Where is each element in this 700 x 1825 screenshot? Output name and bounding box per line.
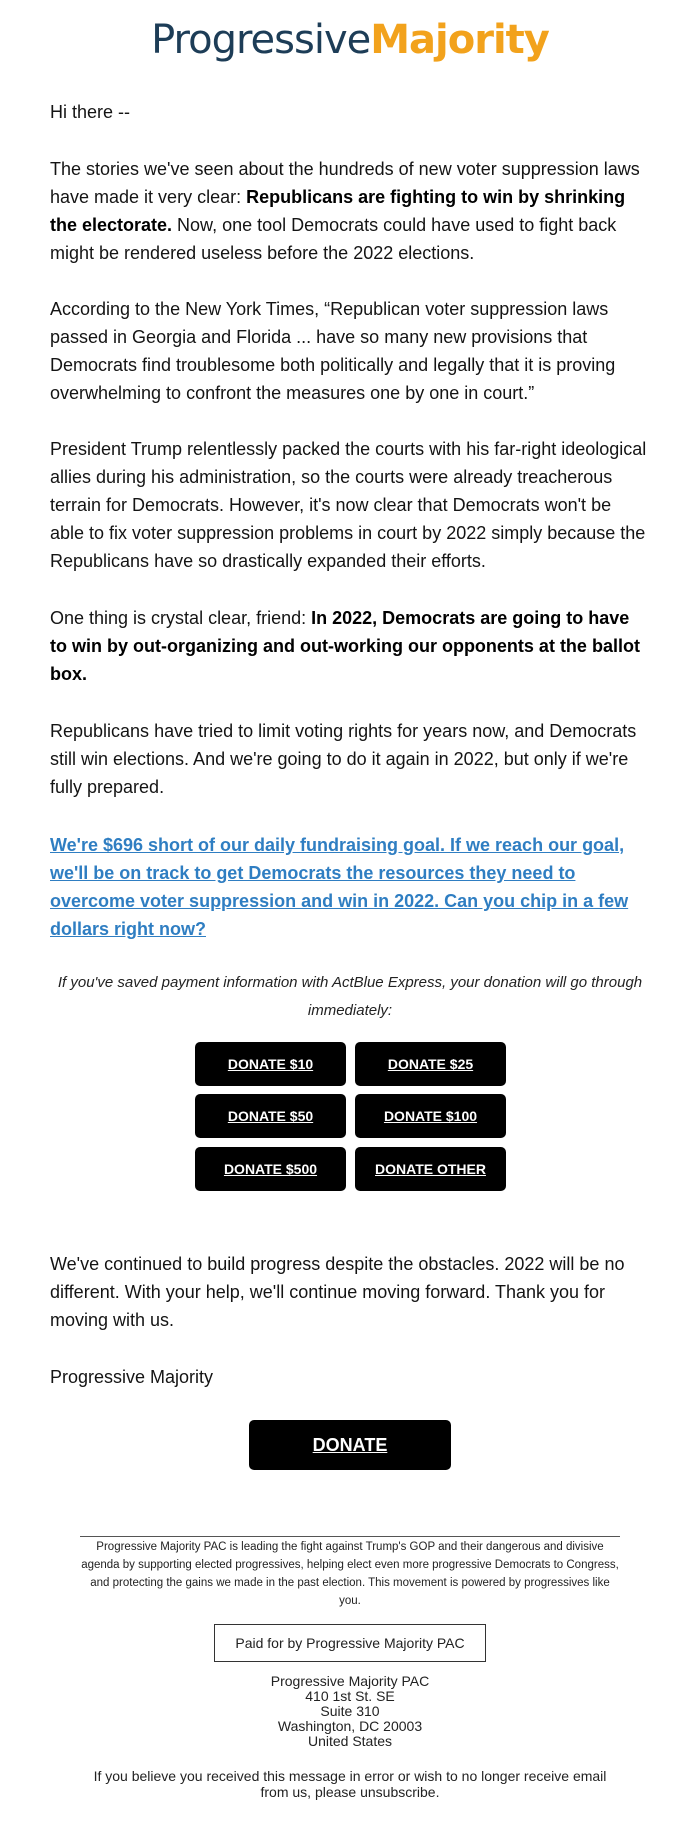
p1-text-start: The stories we've seen about the hundreds of new voter suppression laws have made it very clear: (50, 159, 640, 207)
address-line-country: United States (307, 1733, 393, 1749)
paragraph-4 (50, 604, 650, 688)
paragraph-2 (50, 295, 650, 407)
p1-text-end: Now, one tool Democrats could have used to fight back might be rendered useless before the 2022 elections. (50, 215, 617, 263)
paid-for-disclaimer: Paid for by Progressive Majority PAC (214, 1624, 486, 1662)
p3-text: President Trump relentlessly packed the courts with his far-right ideological allies during his administration, so the courts were already treacherous terrain for Democrats. However, it's now clear that Democrats won't be able to fix voter suppression problems in court by 2022 simply because the Republicans have so drastically expanded their efforts. (50, 439, 647, 571)
p1-bold: Republicans are fighting to win by shrinking the electorate. (50, 187, 626, 235)
donate-100-button[interactable]: DONATE $100 (355, 1094, 506, 1138)
logo-word-majority: Majority (370, 17, 549, 63)
p4-bold: In 2022, Democrats are going to have to win by out-organizing and out-working our opponents at the ballot box. (50, 608, 640, 684)
donate-main-button[interactable]: DONATE (249, 1420, 451, 1470)
address-line-street: 410 1st St. SE (305, 1688, 395, 1704)
cta-paragraph (50, 831, 650, 943)
donate-500-button[interactable]: DONATE $500 (195, 1147, 346, 1191)
actblue-express-note: If you've saved payment information with ActBlue Express, your donation will go through immediately: (57, 974, 643, 1019)
footer-divider (80, 1536, 620, 1537)
signature-text: Progressive Majority (50, 1367, 214, 1387)
greeting-text: Hi there -- (50, 102, 131, 122)
paragraph-6 (50, 1250, 650, 1334)
p5-text: Republicans have tried to limit voting rights for years now, and Democrats still win elections. And we're going to do it again in 2022, but only if we're fully prepared. (50, 721, 637, 797)
logo-word-progressive: Progressive (151, 17, 371, 63)
unsubscribe-notice[interactable]: If you believe you received this message in error or wish to no longer receive email from us, please unsubscribe. (93, 1768, 607, 1800)
p4-text-start: One thing is crystal clear, friend: (50, 608, 312, 628)
fundraising-cta-link[interactable]: We're $696 short of our daily fundraising goal. If we reach our goal, we'll be on track to get Democrats the resources they need to overcome voter suppression and win in 2022. Can you chip in a few dollars right now? (50, 835, 629, 939)
p2-text: According to the New York Times, “Republican voter suppression laws passed in Georgia and Florida ... have so many new provisions that Democrats find troublesome both politically and legally that it is proving overwhelming to confront the measures one by one in court.” (50, 299, 616, 403)
paragraph-5 (50, 717, 650, 801)
donate-10-button[interactable]: DONATE $10 (195, 1042, 346, 1086)
p6-text: We've continued to build progress despite the obstacles. 2022 will be no different. With your help, we'll continue moving forward. Thank you for moving with us. (50, 1254, 625, 1330)
donate-other-button[interactable]: DONATE OTHER (355, 1147, 506, 1191)
donate-25-button[interactable]: DONATE $25 (355, 1042, 506, 1086)
address-line-city: Washington, DC 20003 (277, 1718, 423, 1734)
paragraph-1 (50, 155, 650, 267)
donate-50-button[interactable]: DONATE $50 (195, 1094, 346, 1138)
mailing-address (0, 1674, 700, 1749)
footer-description: Progressive Majority PAC is leading the fight against Trump's GOP and their dangerous and divisive agenda by supporting elected progressives, helping elect even more progressive Democrats to Congress, and protecting the gains we made in the past election. This movement is powered by progressives like you. (81, 1541, 619, 1607)
address-line-org: Progressive Majority PAC (270, 1673, 430, 1689)
greeting (50, 98, 650, 126)
brand-logo[interactable] (0, 12, 700, 68)
address-line-suite: Suite 310 (320, 1703, 380, 1719)
paragraph-3 (50, 435, 650, 575)
signature (50, 1363, 650, 1391)
